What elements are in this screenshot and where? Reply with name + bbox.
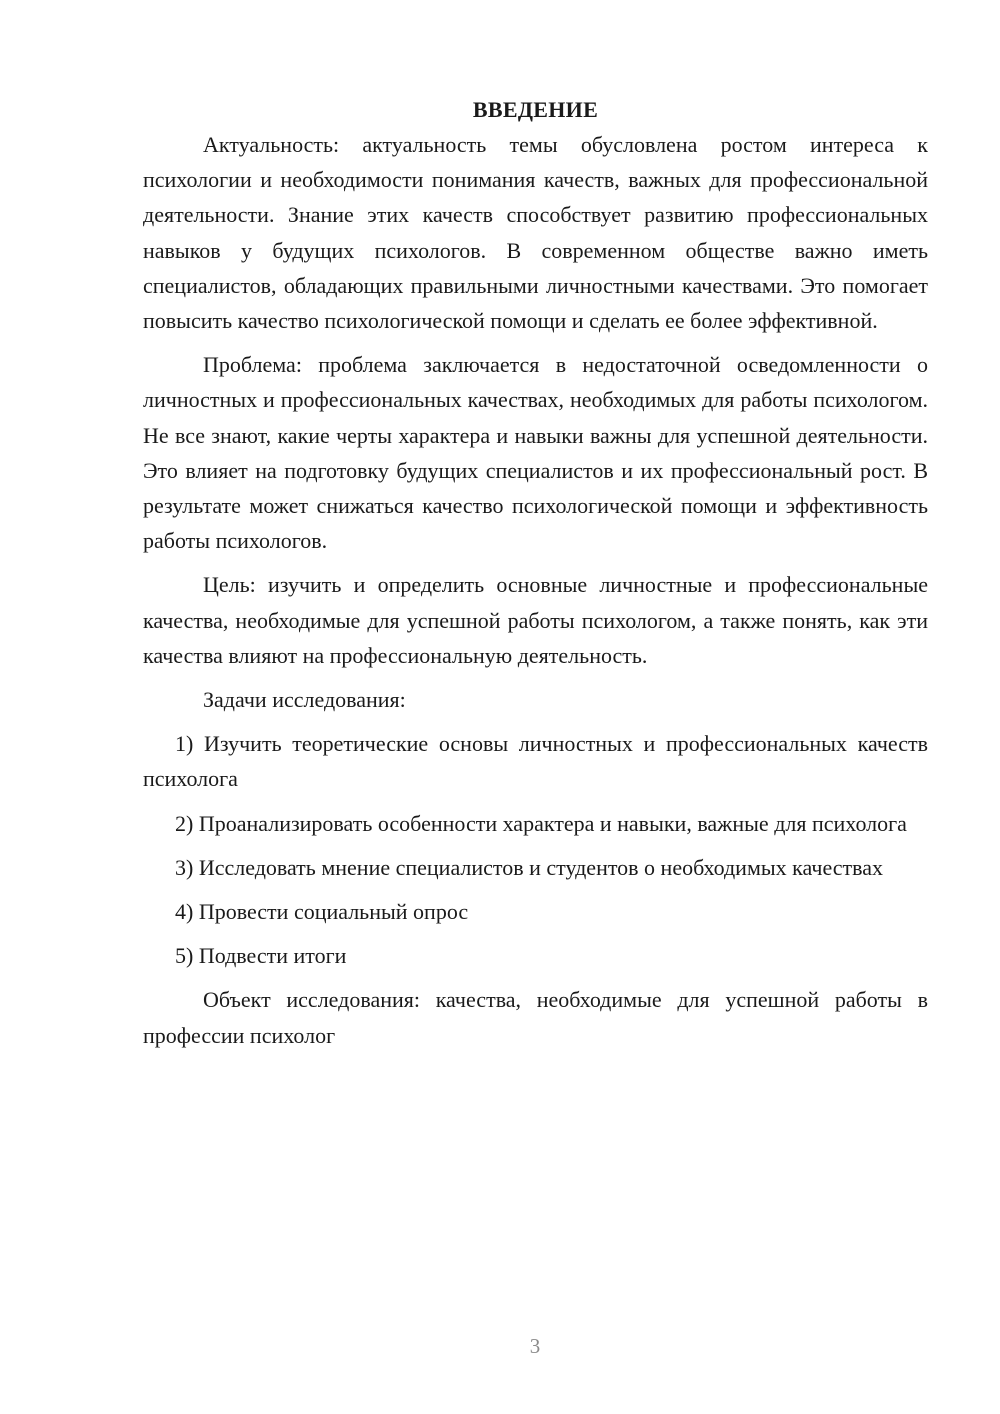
page-title: ВВЕДЕНИЕ xyxy=(472,97,599,122)
task-item-1: 1) Изучить теоретические основы личностных и профессиональных качеств психолога xyxy=(143,731,928,792)
task-item-2: 2) Проанализировать особенности характера и навыки, важные для психолога xyxy=(175,810,907,836)
task-item-3: 3) Исследовать мнение специалистов и студентов о необходимых качествах xyxy=(175,854,884,880)
problem-paragraph: Проблема: проблема заключается в недостаточной осведомленности о личностных и профессиональных качествах, необходимых для работы психологом. Не все знают, какие черты характера и навыки важны для успешной деятельности. Это влияет на подготовку будущих специалистов и их профессиональный рост. В результате может снижаться качество психологической помощи и эффективность работы психологов. xyxy=(143,352,928,554)
page-number: 3 xyxy=(529,1334,541,1358)
tasks-heading: Задачи исследования: xyxy=(203,687,406,713)
task-item-4: 4) Провести социальный опрос xyxy=(175,899,469,925)
relevance-paragraph: Актуальность: актуальность темы обусловлена ростом интереса к психологии и необходимости понимания качеств, важных для профессиональной деятельности. Знание этих качеств способствует развитию профессиональных навыков у будущих психологов. В современном обществе важно иметь специалистов, обладающих правильными личностными качествами. Это помогает повысить качество психологической помощи и сделать ее более эффективной. xyxy=(143,132,928,334)
document-body xyxy=(143,92,928,1062)
goal-paragraph: Цель: изучить и определить основные личностные и профессиональные качества, необходимые для успешной работы психологом, а также понять, как эти качества влияют на профессиональную деятельность. xyxy=(143,572,928,668)
object-paragraph: Объект исследования: качества, необходимые для успешной работы в профессии психолог xyxy=(143,987,928,1048)
task-item-5: 5) Подвести итоги xyxy=(175,943,347,969)
